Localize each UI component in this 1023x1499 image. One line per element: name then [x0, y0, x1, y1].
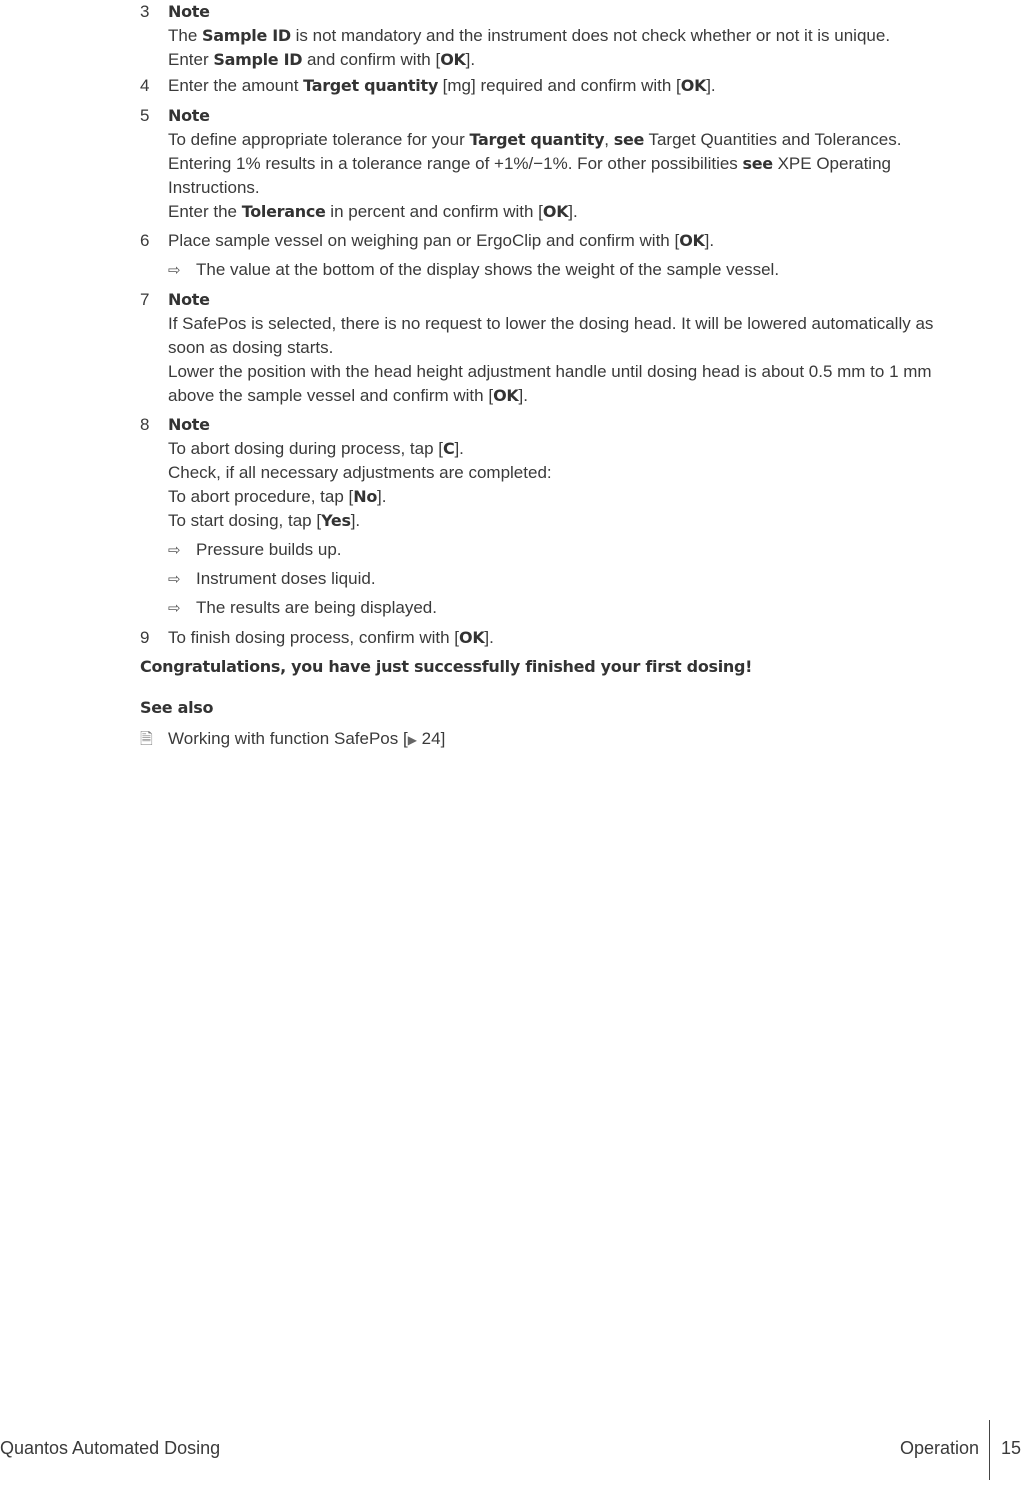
text: Enter: [168, 50, 214, 69]
result-text: Pressure builds up.: [196, 540, 342, 559]
step-number: 5: [140, 106, 150, 125]
term-target-quantity: Target quantity: [469, 130, 605, 149]
text: is not mandatory and the instrument does not check whether or not it is unique.: [290, 26, 891, 45]
text: [mg] required and confirm with [: [437, 76, 681, 95]
text: Check, if all necessary adjustments are completed:: [168, 463, 552, 482]
term-target-quantity: Target quantity: [303, 76, 438, 95]
step-number: 4: [140, 76, 150, 95]
text: To finish dosing process, confirm with [: [168, 628, 460, 647]
yes-key: Yes: [321, 511, 351, 530]
text: Enter the: [168, 202, 242, 221]
ok-key: OK: [440, 50, 466, 69]
note-label: Note: [168, 2, 210, 21]
ok-key: OK: [493, 386, 519, 405]
text: ].: [377, 487, 387, 506]
page-reference[interactable]: 24]: [416, 729, 446, 748]
text: Lower the position with the head height adjustment handle until dosing head is about 0.5 mm to 1 mm: [168, 362, 932, 381]
step-number: 8: [140, 415, 150, 434]
text: ].: [706, 76, 716, 95]
page-footer: [0, 1420, 1023, 1480]
cross-reference: XPE Operating: [772, 154, 891, 173]
see-keyword: see: [613, 130, 645, 149]
result-line: [168, 538, 342, 563]
text: and confirm with [: [302, 50, 441, 69]
text: Instructions.: [168, 178, 260, 197]
step-number: 7: [140, 290, 150, 309]
result-line: [168, 596, 437, 621]
ok-key: OK: [679, 231, 705, 250]
text: ].: [465, 50, 476, 69]
text: soon as dosing starts.: [168, 338, 334, 357]
text: ,: [604, 130, 614, 149]
result-arrow-icon: ⇨: [168, 600, 181, 617]
text: If SafePos is selected, there is no request to lower the dosing head. It will be lowered automatically as: [168, 314, 934, 333]
text: To abort dosing during process, tap [: [168, 439, 443, 458]
result-line: [168, 567, 376, 592]
see-also-title: See also: [140, 698, 214, 717]
congratulations-text: Congratulations, you have just successfully finished your first dosing!: [140, 657, 753, 676]
result-arrow-icon: ⇨: [168, 542, 181, 559]
result-text: The value at the bottom of the display shows the weight of the sample vessel.: [196, 260, 780, 279]
note-label: Note: [168, 415, 210, 434]
text: ].: [568, 202, 578, 221]
step-number: 3: [140, 2, 150, 21]
text: Place sample vessel on weighing pan or ErgoClip and confirm with [: [168, 231, 680, 250]
text: ].: [454, 439, 464, 458]
result-arrow-icon: ⇨: [168, 571, 181, 588]
result-line: [168, 258, 779, 283]
term-sample-id: Sample ID: [202, 26, 291, 45]
link-text[interactable]: Working with function SafePos [: [168, 729, 408, 748]
text: ].: [484, 628, 494, 647]
c-key: C: [443, 439, 455, 458]
text: in percent and confirm with [: [325, 202, 543, 221]
footer-section-name: Operation: [899, 1438, 979, 1458]
see-also-heading: [140, 696, 213, 720]
note-label: Note: [168, 106, 210, 125]
note-label: Note: [168, 290, 210, 309]
footer-divider: [989, 1420, 990, 1480]
text: To start dosing, tap [: [168, 511, 322, 530]
congratulations-message: [140, 655, 752, 679]
text: To define appropriate tolerance for your: [168, 130, 470, 149]
term-sample-id: Sample ID: [213, 50, 303, 69]
text: The: [168, 26, 203, 45]
text: ].: [518, 386, 528, 405]
step-number: 6: [140, 231, 150, 250]
footer-document-title: Quantos Automated Dosing: [0, 1438, 221, 1458]
text: Entering 1% results in a tolerance range of +1%/−1%. For other possibilities: [168, 154, 743, 173]
result-text: Instrument doses liquid.: [196, 569, 376, 588]
page-arrow-icon: ▶: [407, 733, 417, 747]
ok-key: OK: [459, 628, 485, 647]
term-tolerance: Tolerance: [241, 202, 326, 221]
document-icon: 🗎: [140, 731, 153, 748]
see-also-link[interactable]: [140, 727, 445, 752]
text: To abort procedure, tap [: [168, 487, 354, 506]
text: ].: [704, 231, 715, 250]
no-key: No: [353, 487, 378, 506]
text: Enter the amount: [168, 76, 304, 95]
cross-reference: Target Quantities and Tolerances.: [644, 130, 902, 149]
text: ].: [350, 511, 361, 530]
ok-key: OK: [542, 202, 569, 221]
ok-key: OK: [680, 76, 707, 95]
page-number: 15: [1001, 1438, 1022, 1458]
result-arrow-icon: ⇨: [168, 262, 181, 279]
step-number: 9: [140, 628, 150, 647]
result-text: The results are being displayed.: [196, 598, 437, 617]
text: above the sample vessel and confirm with [: [168, 386, 494, 405]
see-keyword: see: [742, 154, 773, 173]
